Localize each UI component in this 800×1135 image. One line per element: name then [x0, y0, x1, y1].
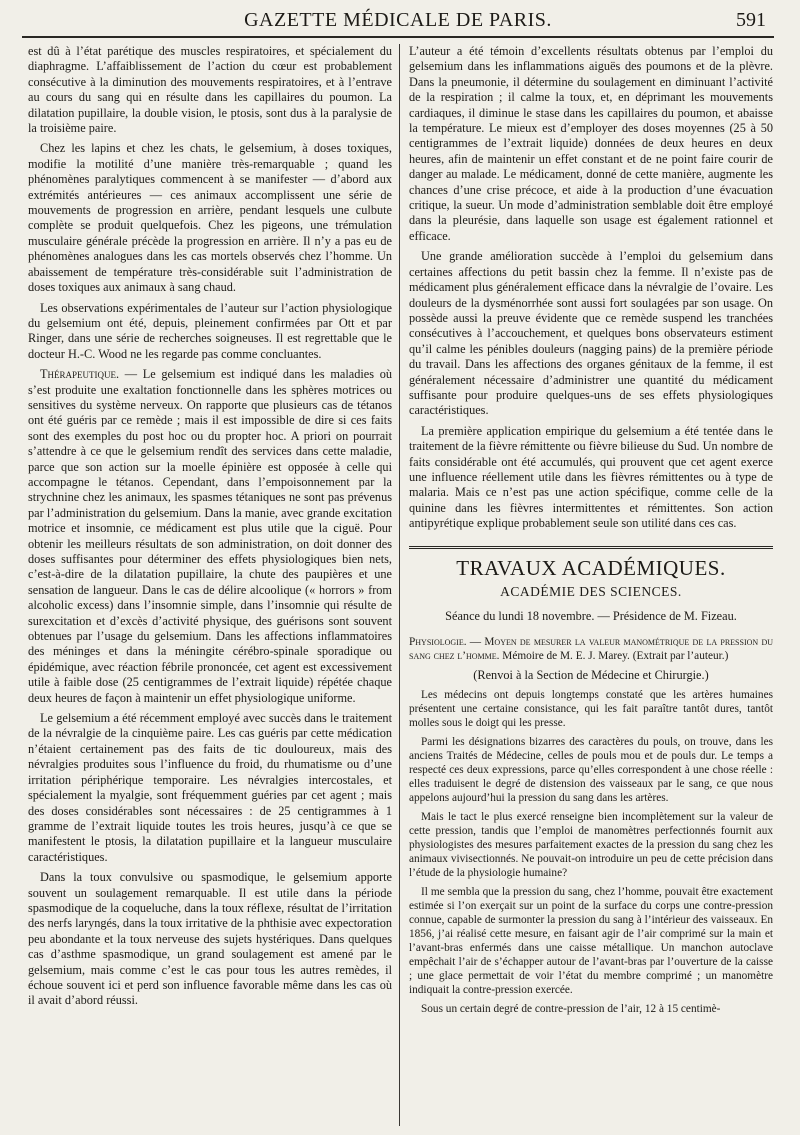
paragraph-text: — Le gelsemium est indiqué dans les maladies où s’est produite une exaltation fonctionnelle dans les sphères motrices ou sensitives du système nerveux. On rapporte que plusieurs cas de tétanos ont été guéris par ce remède ; mais il est impossible de dire si ces faits sont des exemples du post hoc ou du propter hoc. A priori on pourrait s’attendre à ce que le gelsemium rendît des services dans cette maladie, parce que son action sur la moelle épinière est opposée à celle qui accompagne le tétanos. Cependant, dans l’empoisonnement par la strychnine chez les animaux, les spasmes tétaniques ne sont pas prévenus par l’administration du gelsemium. Dans la manie, avec grande excitation motrice et insomnie, ce médicament est plus utile que la ciguë. Pour obtenir les meilleurs résultats de son administration, on doit donner des doses suffisantes pour déterminer des effets physiologiques bien nets, c’est-à-dire de la dilatation pupillaire, la chute des paupières et une sensation de langueur. Dans le cas de délire alcoolique (« horrors » from alcoholic excess) dans l’insomnie simple, dans l’insomnie qui résulte de surexcitation et d’excès d’activité physique, des guérisons sont souvent obtenues par l’usage du gelsemium. Dans les affections inflammatoires des méninges et dans la méningite cérébro-spinale sporadique ou épidémique, avec réaction fébrile prononcée, cet agent est excessivement utile à faible dose (25 centigrammes de l’extrait liquide) répétée chaque deux heures de façon à maintenir un effet physiologique uniforme.: [28, 367, 392, 705]
page-number: 591: [736, 9, 766, 31]
paragraph: Il me sembla que la pression du sang, chez l’homme, pouvait être exactement estimée si l’on exerçait sur un point de la surface du corps une contre-pression connue, capable de surmonter la pression du sang à l’intérieur des vaisseaux. En 1856, j’ai réalisé cette mesure, en faisant agir de l’air comprimé sur la main et l’avant-bras enfermés dans une caisse métallique. Un manchon autoclave empêchait l’air de s’échapper autour de l’avant-bras par l’ouverture de la caisse ; une glace permettait de voir l’état du membre comprimé ; un manomètre indiquait la contre-pression exercée.: [409, 886, 773, 997]
page-header: [22, 6, 774, 38]
paragraph: Parmi les désignations bizarres des caractères du pouls, on trouve, dans les anciens Traités de Médecine, celles de pouls mou et de pouls dur. Le temps a respecté ces deux expressions, parce qu’elles correspondent à une chose réelle : elles traduisent le degré de distension des vaisseaux par le sang, ce que nous appelons aujourd’hui la pression du sang dans les artères.: [409, 736, 773, 805]
paragraph: La première application empirique du gelsemium a été tentée dans le traitement de la fièvre rémittente ou fièvre bilieuse du Sud. Un nombre de faits considérable ont été accumulés, qui prouvent que cet agent exerce une influence réellement utile dans les fièvres rémittentes ou à type de malaria. Mais ce n’est pas une action spécifique, comme celle de la quinine dans les fièvres intermittentes et rémittentes. Son action antipyrétique explique probablement seule son utilité dans ces cas.: [409, 423, 773, 531]
paragraph: Chez les lapins et chez les chats, le gelsemium, à doses toxiques, modifie la motilité d’une manière très-remarquable ; quand les phénomènes paralytiques commencent à se manifester — d’abord aux extrémités antérieures — ces animaux accomplissent une série de mouvements de progression en arrière, pendant lesquels une culbute complète se produit quelquefois. Chez les pigeons, une trémulation musculaire générale précède la progression en arrière. Il n’y a pas eu de phénomènes analogues dans les cas mortels observés chez l’homme. Un abaissement de température très-considérable suit l’administration de doses toxiques aux animaux à sang chaud.: [28, 141, 392, 295]
renvoi-note: (Renvoi à la Section de Médecine et Chirurgie.): [473, 667, 709, 682]
section-divider: [409, 546, 773, 549]
therapeutique-label: Thérapeutique.: [40, 367, 120, 382]
paragraph: Mais le tact le plus exercé renseigne bien incomplètement sur la valeur de cette pression, tandis que l’emploi de manomètres perfectionnés fournit aux physiologistes des mesures parfaitement exactes de la pression du sang chez les animaux vivisectionnés. Ne pouvait-on introduire un peu de cette précision dans l’étude de la physiologie humaine?: [409, 811, 773, 880]
paragraph: Les observations expérimentales de l’auteur sur l’action physiologique du gelsemium ont été, depuis, pleinement confirmées par Ott et par Ringer, dans une série de recherches soigneuses. Il est regrettable que le docteur H.-C. Wood ne les regarde pas comme concluantes.: [28, 300, 392, 361]
session-line: Séance du lundi 18 novembre. — Présidence de M. Fizeau.: [445, 609, 737, 624]
paragraph: Le gelsemium a été récemment employé avec succès dans le traitement de la névralgie de la cinquième paire. Les cas guéris par cette médication n’étaient certainement pas des faits de tic douloureux, mais des névralgies produites sous l’influence du froid, du rhumatisme ou d’une irritation périphérique temporaire. Les névralgies intercostales, et spécialement la myalgie, sont fréquemment guéries par cet agent ; mais des doses considérables sont nécessaires : de 25 centigrammes à 1 gramme de l’extrait liquide toutes les trois heures, jusqu’à ce que se manifestent le ptosis, la dilatation pupillaire et la langueur musculaire caractéristiques.: [28, 711, 392, 864]
section-title: TRAVAUX ACADÉMIQUES.: [456, 555, 726, 580]
paragraph: Sous un certain degré de contre-pression de l’air, 12 à 15 centimè-: [421, 1003, 721, 1016]
article-heading: [409, 635, 773, 663]
physiologie-label: Physiologie. — Moyen de mesurer la valeur manométrique de la pression du sang chez l’homme.: [409, 635, 773, 662]
article-author: Mémoire de M. E. J. Marey. (Extrait par l’auteur.): [502, 649, 729, 662]
left-column: [28, 44, 392, 1124]
paragraph: [28, 367, 392, 706]
paragraph: Dans la toux convulsive ou spasmodique, le gelsemium apporte souvent un soulagement remarquable. Il est utile dans la période spasmodique de la coqueluche, dans la toux réflexe, résultat de l’irritation des nerfs laryngés, dans la toux irritative de la phthisie avec expectoration peu abondante et la toux nerveuse des sujets hystériques. Dans quelques cas d’asthme spasmodique, un grand soulagement est amené par le gelsemium, mais comme c’est le cas pour tous les autres remèdes, il échoue souvent ici et perd son influence favorable même dans les cas où il avait d’abord réussi.: [28, 870, 392, 1008]
right-column: [409, 44, 773, 1124]
column-divider: [399, 44, 400, 1126]
paragraph: L’auteur a été témoin d’excellents résultats obtenus par l’emploi du gelsemium dans les inflammations aiguës des poumons et de la plèvre. Dans la pneumonie, il détermine du soulagement en diminuant l’activité de la respiration ; il calme la toux, et, en déprimant les mouvements cardiaques, il diminue le stase dans les capillaires du poumon, et abaisse la température. Le mieux est d’employer des doses moyennes (25 à 50 centigrammes de l’extrait liquide) données de deux heures en deux heures, afin de maintenir un effet constant et de ne point faire courir de danger au malade. Le médicament, donné de cette manière, augmente les chances d’une crise précoce, et aide à la production d’une évacuation critique, la sueur. Un mode d’administration semblable doit être employé dans la pleurésie, dans laquelle son usage est également rationnel et efficace.: [409, 44, 773, 243]
paragraph: Les médecins ont depuis longtemps constaté que les artères humaines présentent une certaine consistance, qui les fait paraître tantôt dures, tantôt molles sous le doigt qui les presse.: [409, 689, 773, 730]
journal-title: GAZETTE MÉDICALE DE PARIS.: [244, 9, 552, 31]
paragraph: est dû à l’état parétique des muscles respiratoires, et spécialement du diaphragme. L’affaiblissement de l’action du cœur est probablement consécutive à la diminution des mouvements respiratoires, et à l’entrave au cours du sang qui en résulte dans les capillaires du poumon. La dilatation pupillaire, la double vision, le ptosis, sont dus à la paralysie de la troisième paire.: [28, 44, 392, 136]
paragraph: Une grande amélioration succède à l’emploi du gelsemium dans certaines affections du petit bassin chez la femme. Il n’existe pas de médicament plus généralement efficace dans la névralgie de l’ovaire. Les douleurs de la dysménorrhée sont aussi fort soulagées par son usage. On possède aussi la preuve évidente que ce remède suspend les tranchées consécutives à l’accouchement, et quelques bons observateurs estiment qu’il calme les pénibles douleurs (nagging pains) de la première période du travail. Dans les affections des organes génitaux de la femme, il est généralement nécessaire d’administrer une quantité du médicament suffisante pour produire quelques-uns de ses effets physiologiques caractéristiques.: [409, 249, 773, 418]
section-subtitle: ACADÉMIE DES SCIENCES.: [500, 584, 682, 599]
